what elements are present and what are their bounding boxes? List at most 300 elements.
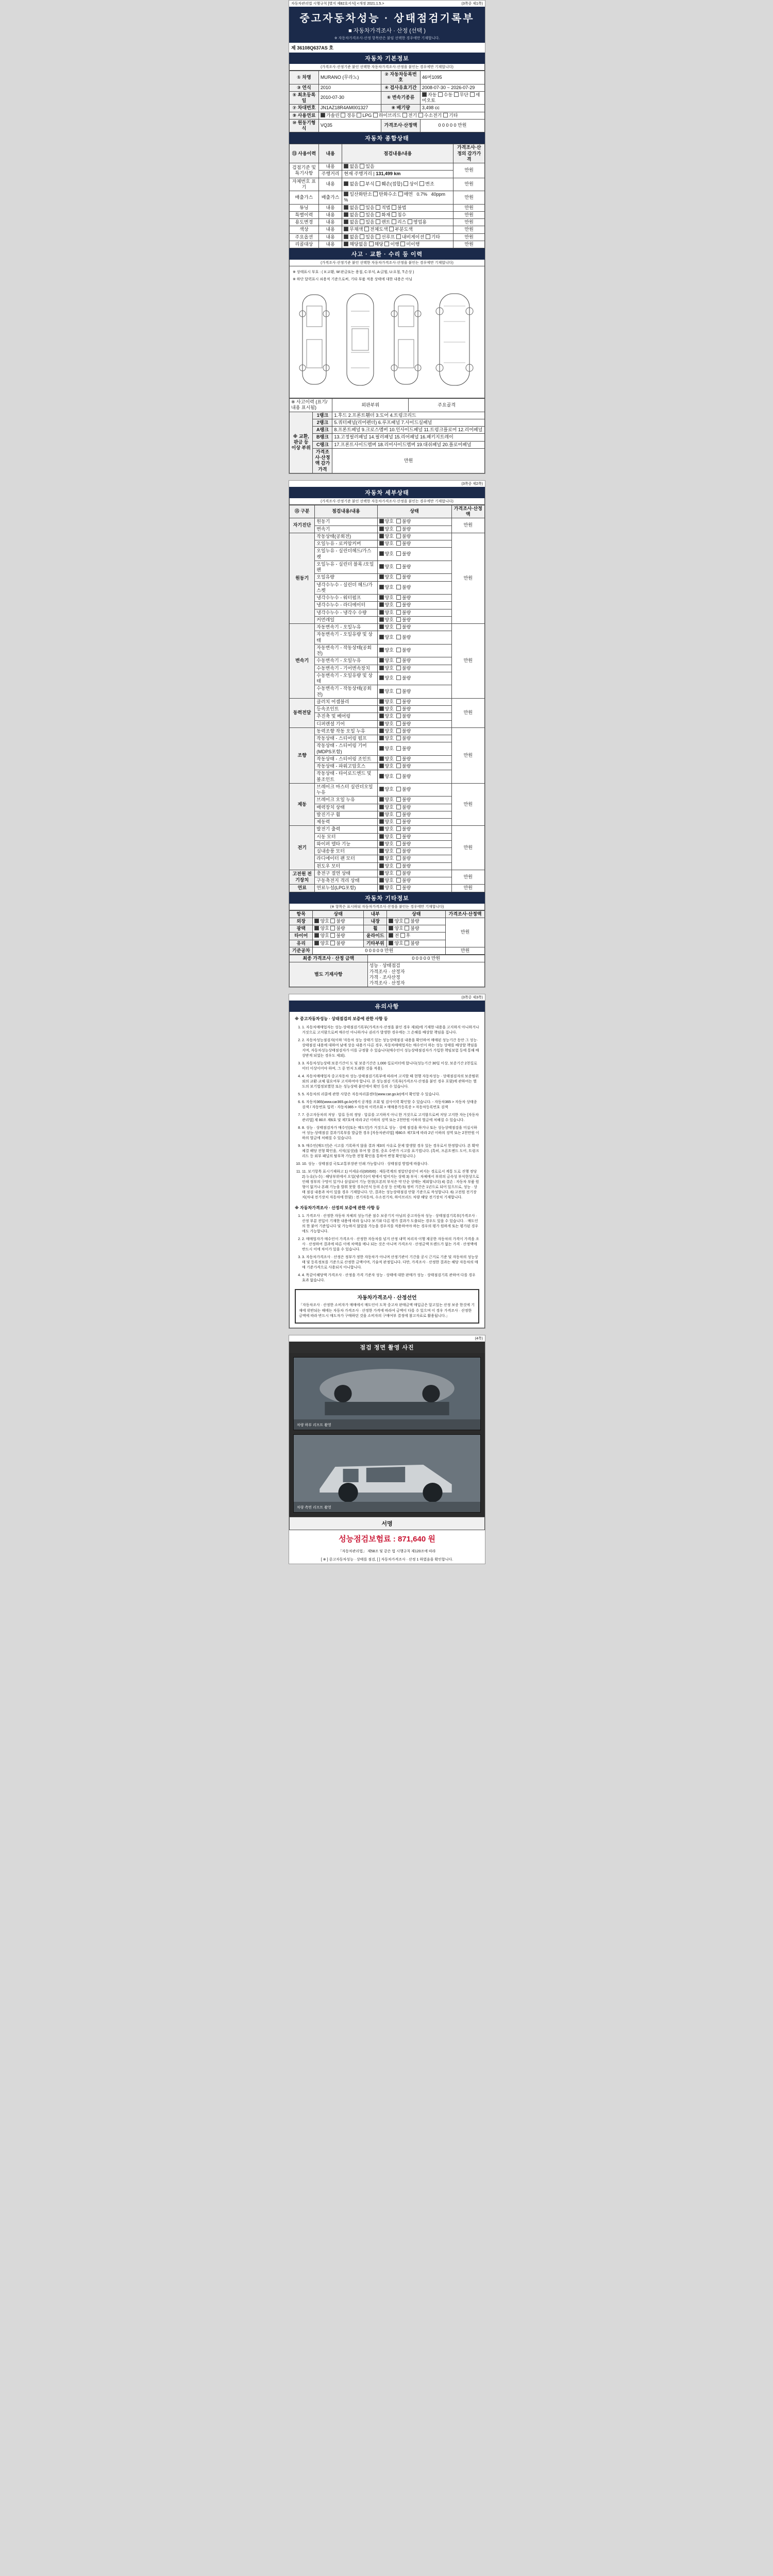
- price-estimate-value: 0 0 0 0 0 만원: [420, 119, 484, 132]
- detail-item-label: 오일누유 - 실린더헤드/가스켓: [315, 548, 377, 561]
- final-price-table: [289, 955, 485, 987]
- condition-sub: 내용: [318, 204, 342, 211]
- row-value: 2010: [318, 84, 381, 91]
- detail-item-label: 수동변속기 - 작동상태(공회전): [315, 685, 377, 699]
- detail-state-options[interactable]: 양호 불량: [377, 735, 451, 742]
- detail-state-options[interactable]: 양호 불량: [377, 548, 451, 561]
- other-item-label-2: 내장: [364, 918, 387, 925]
- other-head-2: 내부: [364, 910, 387, 918]
- notice-extra-head: ※ 자동차가격조사 · 산정의 보증에 관한 사항 등: [295, 1206, 380, 1211]
- detail-head-2: 상태: [377, 505, 451, 518]
- condition-opts[interactable]: 해당없음 해당 이행 미이행: [342, 241, 453, 248]
- rank-items: 1.후드 2.프론트휀더 3.도어 4.트렁크리드: [332, 412, 485, 419]
- notice-extra-item: 4. 4. 똑같이해당액 가격조사 · 산정을 가격 기준자 성능 · 상태에 대한 판매가 성능 · 상태점검기록 관하여 다를 경우 효과 없습니다.: [302, 1273, 479, 1283]
- detail-item-label: 충전구 절연 상태: [315, 870, 377, 877]
- condition-col-item: 내용: [318, 144, 342, 163]
- condition-opts[interactable]: 없음 있음 선루프 내비게이션 기타: [342, 233, 453, 241]
- condition-row-name: 튜닝: [290, 204, 319, 211]
- mileage-value: 131,499 km: [376, 171, 401, 177]
- notice-head: ※ 중고자동차성능 · 상태점검의 보증에 관한 사항 등: [295, 1016, 388, 1022]
- doc-no-suffix: 호: [329, 45, 333, 50]
- other-head-3: 가격조사·산정액: [446, 910, 485, 918]
- condition-row-name: 리콜대상: [290, 241, 319, 248]
- condition-row-name: 색상: [290, 226, 319, 233]
- row-label: ③ 연식: [290, 84, 319, 91]
- mileage-display: 현재 주행거리 | 131,499 km: [342, 171, 453, 178]
- detail-state-options[interactable]: 양호 불량: [377, 819, 451, 826]
- notice-item: 6. 6. 자동차365(www.car365.go.kr)에서 공개를 조회 및 검사이력 확인할 수 있습니다. - 자동차365 > 자동차 상태종 검색 / 자동번호 입력 - 자동차365 > 자동차 이력조회 > 매매용가등록증 > 자동차등록번호 검색: [302, 1099, 479, 1110]
- section-basic-info-bar: 자동차 기본정보: [289, 53, 485, 64]
- condition-price: 만원: [453, 191, 485, 205]
- other-item-label: 타이어: [290, 933, 313, 940]
- method-label: 별도 기재사항: [290, 962, 368, 987]
- base-unit: 만원: [446, 947, 485, 954]
- detail-group-price: 만원: [451, 533, 484, 623]
- condition-price: 만원: [453, 163, 485, 178]
- detail-state-options[interactable]: 양호 불량: [377, 742, 451, 756]
- detail-item-label: 냉각수누수 - 라디에이터: [315, 602, 377, 609]
- emission-values: 일산화탄소 탄화수소 매연 0.7% 40ppm %: [342, 191, 453, 205]
- detail-group-price: 만원: [451, 826, 484, 870]
- page-number-4: (4쪽): [475, 1336, 483, 1341]
- detail-state-options[interactable]: 양호 불량: [377, 561, 451, 574]
- signature-bar[interactable]: 서명: [289, 1517, 485, 1530]
- detail-item-label: 추진축 및 베어링: [315, 713, 377, 720]
- detail-state-options[interactable]: 양호 불량: [377, 804, 451, 811]
- row-label: ① 차명: [290, 71, 319, 84]
- detail-state-options[interactable]: 양호 불량: [377, 811, 451, 818]
- diagram-legend-1: ※ 상태표시 부호 : ( X:교환, W:판금또는 용접, C:부식, A:긁힘, U:요철, T:손상 ): [293, 270, 414, 274]
- section-other-note: (※ 항목은 표시하되 자동차가격조사·산정을 붙인는 경우에만 기재합니다): [289, 904, 485, 910]
- rank-items: 8.프론트패널 9.크로스멤버 10.인사이드패널 11.트렁크플로어 12.리어패널: [332, 427, 485, 434]
- page-number-3: (3쪽중 제3쪽): [461, 996, 483, 1000]
- detail-item-label: 브레이크 오일 누유: [315, 796, 377, 804]
- detail-state-options[interactable]: 양호 불량: [377, 840, 451, 848]
- detail-state-options[interactable]: 양호 불량: [377, 533, 451, 540]
- other-info-table: [289, 910, 485, 955]
- detail-item-label: 작동상태 - 타이로드엔드 및 볼조인트: [315, 770, 377, 784]
- rank-label: B랭크: [313, 434, 332, 441]
- table-row: [290, 533, 485, 540]
- detail-group-price: 만원: [451, 698, 484, 727]
- base-value: 0 0 0 0 0 만원: [313, 947, 446, 954]
- vehicle-top-view-icon: [340, 291, 381, 388]
- detail-group-price: 만원: [451, 870, 484, 885]
- detail-group-label: 조향: [290, 727, 315, 783]
- method-row-1: 가격 · 조사산정: [369, 974, 400, 980]
- condition-opts[interactable]: 무채색 전체도색 부분도색: [342, 226, 453, 233]
- condition-sub: 내용: [318, 178, 342, 191]
- table-row: [290, 918, 485, 925]
- detail-item-label: 냉각수누수 - 실린더 헤드/가스켓: [315, 581, 377, 595]
- detail-item-label: 작동상태(공회전): [315, 533, 377, 540]
- condition-price: 만원: [453, 241, 485, 248]
- condition-row-name: 검점기준 및 특기사항: [290, 163, 319, 178]
- section-condition-bar: 자동차 종합상태: [289, 132, 485, 144]
- document-number-row: [289, 43, 485, 53]
- detail-state-options[interactable]: 양호 불량: [377, 727, 451, 735]
- notice-extra-item: 2. 2. 매매업자가 매수인이 가격조사 · 산정한 자동차를 넘겨 산정 내역 처리자 이행 제공한 자동차의 가격이 가격을 조사 · 산정하여 결과에 따른 이에 차액을 메나 되는 것은 아니며 가격조사 · 산정금액 트렌드가 없는 가격 · 산정액에 반드시 이에 차이가 있을 수 있습니다.: [302, 1236, 479, 1252]
- detail-item-label: 실내송풍 모터: [315, 848, 377, 855]
- other-item-label-2: 휠: [364, 925, 387, 933]
- photo-underbody: [293, 1357, 481, 1430]
- detail-state-options[interactable]: 양호 불량: [377, 540, 451, 548]
- vehicle-diagrams: [293, 284, 481, 395]
- row-value: 2010-07-30: [318, 91, 381, 105]
- condition-sub: 배출가스: [318, 191, 342, 205]
- detail-item-label: 와이퍼 델타 기능: [315, 840, 377, 848]
- rank-items: 17.프론트사이드멤버 18.리어사이드멤버 19.대쉬패널 20.플로어패널: [332, 441, 485, 448]
- section-basic-info-note: (가격조사·산정기준 붙인 선택한 자동차가격조사·산정을 붙인는 경우에만 기재합니다): [289, 64, 485, 71]
- detail-group-label: 변속기: [290, 624, 315, 699]
- condition-price: 만원: [453, 204, 485, 211]
- detail-state-options[interactable]: 양호 불량: [377, 796, 451, 804]
- method-rows: [367, 962, 484, 987]
- condition-opts[interactable]: 없음 있음: [342, 163, 453, 171]
- detail-item-label: 작동상태 - 스티어링 펌프: [315, 735, 377, 742]
- page-4: [289, 1335, 485, 1564]
- detail-state-options[interactable]: 양호 불량: [377, 672, 451, 685]
- condition-sub: 내용: [318, 211, 342, 218]
- other-item-state[interactable]: 양호 불량: [313, 940, 364, 947]
- page-title: 중고자동차성능 · 상태점검기록부: [299, 13, 475, 24]
- accident-group-title: ※ 교환, 판금 등 이상 부위: [290, 412, 313, 473]
- row-label: ⑤ 최초등록일: [290, 91, 319, 105]
- row-label: ⑨ 사용연료: [290, 112, 319, 119]
- page-3-header: [289, 994, 485, 1001]
- car-photo-side-icon: [294, 1435, 480, 1512]
- method-row-0-value: 가격조사 · 산정자: [369, 969, 405, 974]
- other-item-label: 외장: [290, 918, 313, 925]
- rank-label: C랭크: [313, 441, 332, 448]
- other-item-label-2: 기타부위: [364, 940, 387, 947]
- fee-label: 성능점검보험료 :: [339, 1534, 396, 1544]
- fee-value: 871,640 원: [397, 1534, 435, 1544]
- page-2-header: [289, 481, 485, 487]
- accident-legend-outer: 외판부위: [332, 399, 409, 412]
- detail-item-label: 구동축전지 격리 상태: [315, 877, 377, 885]
- table-row: [290, 826, 485, 833]
- condition-sub: 주행거리: [318, 171, 342, 178]
- detail-state-options[interactable]: 양호 불량: [377, 855, 451, 862]
- detail-item-label: 수동변속기 - 기어변속장치: [315, 665, 377, 672]
- condition-sub: 내용: [318, 219, 342, 226]
- detail-group-label: 연료: [290, 885, 315, 892]
- detail-state-options[interactable]: 양호 불량: [377, 706, 451, 713]
- detail-item-label: 오일유량: [315, 574, 377, 581]
- detail-group-label: 전기: [290, 826, 315, 870]
- condition-opts[interactable]: 없음 있음 렌트 리스 영업용: [342, 219, 453, 226]
- other-head-1b: 상태: [387, 910, 446, 918]
- accident-parts-title: ※ 사고이력 (표기/내용 표시됨): [290, 399, 332, 412]
- notice-item: 7. 7. 중고자동차의 저당 · 압류 등의 정당 · 압류를 고지하지 아니 한 거짓으로 고지함으로써 저당 고지한 자는 [자동차관리법] 제 80조 제6호 및 제7호에 따라 2년 이하의 징역 또는 2천만원 이하의 벌금에 처해질 수 있습니다.: [302, 1112, 479, 1123]
- page-2: [289, 480, 485, 988]
- detail-state-options[interactable]: 양호 불량: [377, 581, 451, 595]
- page-3: [289, 994, 485, 1329]
- table-row: [290, 783, 485, 796]
- section-detail-bar: 자동차 세부상태: [289, 487, 485, 498]
- accident-diagram-area: [289, 266, 485, 398]
- detail-item-label: 발전기 출력: [315, 826, 377, 833]
- detail-item-label: 발진기구 휠: [315, 811, 377, 818]
- detail-state-options[interactable]: 양호 불량: [377, 833, 451, 840]
- table-row: [290, 885, 485, 892]
- condition-sub: 내용: [318, 241, 342, 248]
- photo-side: [293, 1434, 481, 1513]
- detail-group-price: 만원: [451, 518, 484, 533]
- condition-opts[interactable]: 없음 있음 화재 침수: [342, 211, 453, 218]
- detail-item-label: 시동 모터: [315, 833, 377, 840]
- detail-state-options[interactable]: 양호 불량: [377, 848, 451, 855]
- detail-item-label: 작동상태 - 파워고압호스: [315, 763, 377, 770]
- condition-opts[interactable]: 없음 부식 훼손(접합) 상이 변조: [342, 178, 453, 191]
- detail-item-label: 작동상태 - 스티어링 기어(MDPS포함): [315, 742, 377, 756]
- detail-state-options[interactable]: 양호 불량: [377, 720, 451, 727]
- other-item-state-2[interactable]: 양호 불량: [387, 940, 446, 947]
- table-row: [290, 518, 485, 526]
- condition-row-name: 특별이력: [290, 211, 319, 218]
- row-value: MURANO (무라노): [318, 71, 381, 84]
- footer-law-1: 「자동차관리법」 제58조 및 같은 법 시행규칙 제120조에 따라: [338, 1549, 436, 1553]
- detail-state-options[interactable]: 양호 불량: [377, 755, 451, 762]
- detail-item-label: 오일누유 - 실린더 블록 /오일팬: [315, 561, 377, 574]
- detail-state-options[interactable]: 양호 불량: [377, 574, 451, 581]
- row-label: ④ 검사유효기간: [381, 84, 421, 91]
- detail-state-options[interactable]: 양호 불량: [377, 783, 451, 796]
- detail-state-options[interactable]: 양호 불량: [377, 526, 451, 533]
- detail-group-price: 만원: [451, 783, 484, 826]
- detail-group-label: 제동: [290, 783, 315, 826]
- page-4-header: [289, 1335, 485, 1342]
- base-label: 기준공차: [290, 947, 313, 954]
- detail-item-label: 원동기: [315, 518, 377, 526]
- other-item-state-2[interactable]: 양호 불량: [387, 918, 446, 925]
- condition-row-name: 용도변경: [290, 219, 319, 226]
- accident-parts-table: [289, 398, 485, 473]
- section-other-bar: 자동차 기타정보: [289, 892, 485, 904]
- detail-item-label: 클러치 어셈블리: [315, 698, 377, 705]
- section-accident-bar: 사고 · 교환 · 수리 등 이력: [289, 248, 485, 260]
- detail-state-options[interactable]: 양호 불량: [377, 862, 451, 870]
- condition-sub: 내용: [318, 233, 342, 241]
- condition-price: 만원: [453, 211, 485, 218]
- detail-group-label: 자기진단: [290, 518, 315, 533]
- accident-price-label: 가격조사·산정액 감가가격: [313, 448, 332, 473]
- detail-item-label: 배력장치 상태: [315, 804, 377, 811]
- condition-opts[interactable]: 없음 있음 적법 불법: [342, 204, 453, 211]
- table-row: [290, 727, 485, 735]
- final-price-label: 최종 가격조사 · 산정 금액: [290, 955, 368, 962]
- other-item-state[interactable]: 양호 불량: [313, 925, 364, 933]
- notice-list: [295, 1025, 479, 1200]
- table-row: [290, 624, 485, 631]
- detail-group-label: 원동기: [290, 533, 315, 623]
- row-label: ⑦ 차대번호: [290, 105, 319, 112]
- accident-legend-frame: 주요골격: [409, 399, 485, 412]
- notice-item: 4. 4. 자동차매매업자 중고자동차 성능·상태점검기록부에 따라여 고지할 때 현행 자동차성능 · 상태점검자의 보증범위 외의 교환·교체 필요여부 고지하여야 합니다. 본 성능점검 기록부(가격조사·산정을 붙인 경우 포함)에 관하여는 별도의 보기법정보별헌 또는 성능상태 붙인에서 확인 등의 수 있습니다.: [302, 1074, 479, 1089]
- notice-item: 2. 2. 자동차성능점검자(이하 '자동차 성능 상태기 있는 성능상태점검 내용을 확인하여 매매된 성능기간 동안 그 성능·상태점검 내용에 대하여 남에 상응 내용가 다른 경우, 자동차매매업자는 매수인이 하는 성능 상태를 배상할 책임을 지며, 자동차성능상태점검자가 이를 규정함 수 있습니다(매수인이 성능상태점검자가 가입한 책임보험 등에 통해 배상받게 되었는 경우도 제외).: [302, 1038, 479, 1058]
- notice-item: 11. 11. 보기항목 표시기재하고 1) 미세유리(0/0/0/0) : 제동력계의 정압단감산이 퍼지는 경로로서 계통 도로 진행 정당 2) 누유(누수) : 해당부위에서 오일(냉각수)이 밖에서 떨어지는 상태 3) 부식 : 차체에서 부위의 금속성 부식현상으로 인해 정부의 구멍이 있거나 삼설되어 기능 현장(오본의 부식은 약 단순 상태는 제외합니다) 4) 결손 : 자동차 부품 원형이 없거나 본래 기능을 발휘 못할 경우(인식 등의 손상 등 선택) 5) 정비 기간은 1년으로 되어 있으므로, 성능 · 상태 점검 내용과 차이 있을 경우 기재합니다. 단, 결과는 성능상태점검 안함 기준으로 작성합니다. 6) 고전원 전기장치(차내 전기장치 자동차에 한함) : 전기자동차, 수소전기차, 하이브리드 차량 해당 전기장치 기재합니다.: [302, 1169, 479, 1200]
- detail-item-label: 수동변속기 - 오일누유: [315, 657, 377, 665]
- detail-item-label: 커먼레일: [315, 616, 377, 623]
- detail-item-label: 자동변속기 - 오일누유: [315, 624, 377, 631]
- condition-price: 만원: [453, 219, 485, 226]
- condition-sub: 내용: [318, 163, 342, 171]
- vehicle-side-view-right-icon: [388, 291, 424, 388]
- other-item-state[interactable]: 양호 불량: [313, 918, 364, 925]
- car-photo-underbody-icon: [294, 1358, 480, 1430]
- detail-state-options[interactable]: 양호 불량: [377, 770, 451, 784]
- detail-item-label: 수동변속기 - 오일유량 및 상태: [315, 672, 377, 685]
- rank-items: 5.쿼터패널(리어펜더) 6.루프패널 7.사이드실패널: [332, 419, 485, 426]
- page-subtitle: ■ 자동차가격조사 · 산정 (선택 ): [348, 28, 426, 34]
- row-label: ② 자동차등록번호: [381, 71, 421, 84]
- vehicle-side-view-left-icon: [296, 291, 332, 388]
- declaration-text: 「자동차조사 · 산정한 소비자가 매매에서 매도인이 도착 중고차 판매금액 매입금은 알고있는 산정 보증 한것에 기재에 위반되는 때에는 자동차 가격조사 · 산정한 가격에 따라여 금액이 다를 수 있으며 이 경우 가격조사 · 산정한 금액에 따라 반드시 매도자가 구매하던 것을 소비자의 구매여부 결정에 참고자료로 활용됩니다.」: [299, 1303, 475, 1318]
- other-item-state[interactable]: 양호 불량: [313, 933, 364, 940]
- method-row-1-value: 가격조사 · 산정자: [369, 980, 405, 986]
- notice-item: 8. 8. 성능 · 상태점검자가 매수인(또는 매도인)가 거짓으로 성능 · 상태 점검을 하거나 또는 성능상태점검을 미실시하여 성능·상태점검 결과기록부를 발급한 경우 [자동차관리법] 제80조 제7호에 따라 2년 이하의 징역 또는 2천만원 이하의 벌금에 처해질 수 있습니다.: [302, 1125, 479, 1141]
- section-accident-note: (가격조사·산정기준 붙인 선택한 자동차가격조사·산정을 붙인는 경우에만 기재합니다): [289, 260, 485, 266]
- detail-state-options[interactable]: 양호 불량: [377, 877, 451, 885]
- other-table-body: [290, 918, 485, 947]
- detail-state-options[interactable]: 양호 불량: [377, 713, 451, 720]
- photo-section-title: 점검 정면 촬영 사진: [289, 1342, 485, 1353]
- other-price: 만원: [446, 918, 485, 947]
- detail-state-options[interactable]: 양호 불량: [377, 698, 451, 705]
- detail-item-label: 라디에이터 팬 모터: [315, 855, 377, 862]
- page-subtitle-note: ※ 자동차가격조사·산정 항목란은 붙임 선택한 경우에만 기재합니다.: [334, 37, 440, 40]
- detail-head-1: 점검내용/내용: [315, 505, 377, 518]
- condition-col-price: 가격조사·산정의 감가가격: [453, 144, 485, 163]
- notice-item: 9. 9. 매수인(매도인)은 시고를 기록하지 않을 결과 제3의 사유로 문제 발생할 경우 있는 경우로서 한정합니다. 본 확약체결 해당 전형 확인을, 서식(실상)을 부여 할 결정, 중요 수반가 시고를 표기법니다. (특히, 프론트엔드 도어, 트렁크리드 등 외부 패널의 탈부착 가능한 전형 확인을 통하여 변형 확인됩니다.): [302, 1143, 479, 1159]
- inspection-insurance-fee: [289, 1530, 485, 1547]
- detail-state-options[interactable]: 양호 불량: [377, 518, 451, 526]
- detail-state-options[interactable]: 양호 불량: [377, 870, 451, 877]
- row-value[interactable]: 자동 수동 무단 세미오토: [420, 91, 484, 105]
- page-number-1: (3쪽중 제1쪽): [461, 2, 483, 6]
- detail-state-table: [289, 505, 485, 892]
- detail-state-options[interactable]: 양호 불량: [377, 595, 451, 602]
- row-value: 2008-07-30 ~ 2026-07-29: [420, 84, 484, 91]
- detail-state-options[interactable]: 양호 불량: [377, 602, 451, 609]
- other-item-label-2: 윤라이드: [364, 933, 387, 940]
- notice-item: 10. 10. 성능 · 상태점검 국토교통부장관 인쇄 가능합니다 · 상태점검 방법에 따릅니다.: [302, 1161, 479, 1166]
- notice-item: 3. 3. 자동차성능상태 보증기간이 도 및 보증기간은 1,000 킬로미터에 합니다(성능기간 30일 이상, 보증기간 2천킬로미터 이상이어야 하며, 그 중 먼저 도래한 것을 적용).: [302, 1061, 479, 1071]
- detail-item-label: 자동변속기 - 오일유량 및 상태: [315, 631, 377, 645]
- page-1-header: [289, 1, 485, 7]
- condition-price: 만원: [453, 226, 485, 233]
- detail-group-price: 만원: [451, 727, 484, 783]
- detail-group-label: 동력전달: [290, 698, 315, 727]
- detail-item-label: 자동변속기 - 작동상태(공회전): [315, 644, 377, 657]
- row-label: ⑥ 변속기종류: [381, 91, 421, 105]
- detail-group-price: 만원: [451, 624, 484, 699]
- detail-item-label: 연료누설(LPG포함): [315, 885, 377, 892]
- detail-group-label: 고전원 전기장치: [290, 870, 315, 885]
- other-head-0: 항목: [290, 910, 313, 918]
- accident-price-value: 만원: [332, 448, 485, 473]
- notice-item: 1. 1. 자동차매매업자는 성능·상태점검기록부(가격조사·산정을 붙인 경우 제외)에 기재한 내용을 고지하지 아니하거나 거짓으로 고지함으로써 매수인 아니하거나 권리가 발생한 경우에는 그 손해를 배상할 책임을 집니다.: [302, 1025, 479, 1035]
- rank-label: A랭크: [313, 427, 332, 434]
- detail-item-label: 작동상태 - 스티어링 조인트: [315, 755, 377, 762]
- row-label: ⑧ 배기량: [381, 105, 421, 112]
- footer-law-2: [ ※ ] 중고자동차성능 · 상태를 점검, [ ] 자동차가격조사 · 산정 1 하였음을 확인합니다.: [321, 1557, 453, 1562]
- detail-item-label: 브레이크 마스터 실린더오일 누유: [315, 783, 377, 796]
- detail-state-options[interactable]: 양호 불량: [377, 644, 451, 657]
- detail-item-label: 냉각수누수 - 워터펌프: [315, 595, 377, 602]
- detail-head-0: ⑮ 구분: [290, 505, 315, 518]
- detail-state-options[interactable]: 양호 불량: [377, 631, 451, 645]
- detail-state-options[interactable]: 양호 불량: [377, 685, 451, 699]
- other-item-state-2[interactable]: 양호 불량: [387, 925, 446, 933]
- detail-item-label: 윈도우 모터: [315, 862, 377, 870]
- detail-group-price: 만원: [451, 885, 484, 892]
- other-item-label: 유리: [290, 940, 313, 947]
- table-row: [290, 870, 485, 877]
- notice-item: 5. 5. 자동차의 리콜에 관한 사항은 자동차리콜센터(www.car.go.kr)에서 확인할 수 있습니다.: [302, 1092, 479, 1097]
- condition-col-state: 점검내용/내용: [342, 144, 453, 163]
- detail-state-options[interactable]: 양호 불량: [377, 657, 451, 665]
- document-title-block: [289, 7, 485, 43]
- method-row-0: 성능 · 상태점검: [369, 963, 400, 969]
- detail-item-label: 냉각수누수 - 냉각수 수량: [315, 609, 377, 616]
- photo-caption-2: 차량 측면 리프트 촬영: [297, 1505, 331, 1510]
- detail-state-options[interactable]: 양호 불량: [377, 826, 451, 833]
- doc-no-value: 36108Q637AS: [297, 45, 328, 50]
- detail-item-label: 동력조향 작동 오일 누유: [315, 727, 377, 735]
- page-number-2: (3쪽중 제2쪽): [461, 482, 483, 486]
- notice-extra-item: 1. 1. 가격조사 · 산정한 자동차 자체의 성능기준 점수 보증기지 아님의 중고자동차 성능 · 상태점검기록부(가격조사 · 산정 부분 전입이 기재한 내용에 따라 듭니다 보기와 다른 평가 결과가 도출되는 경우도 있을 수 있습니다. · 매도인의 한 붙어 기준입니다 및 가능하지 않았을 가능을 경우지를 적용하여야 하는 경우의 평가 원하게 또는 평가된 경우에도 가능합니다.: [302, 1213, 479, 1234]
- form-reference: 자동차관리법 시행규칙 [별지 제82호서식] <개정 2021.1.5.>: [291, 2, 384, 6]
- other-item-state-2[interactable]: 전 후: [387, 933, 446, 940]
- row-value: 46머1095: [420, 71, 484, 84]
- detail-state-options[interactable]: 양호 불량: [377, 763, 451, 770]
- fuel-options[interactable]: 가솔린 경유 LPG 하이브리드 전기 수소전기 기타: [318, 112, 484, 119]
- condition-sub: 내용: [318, 226, 342, 233]
- detail-state-options[interactable]: 양호 불량: [377, 665, 451, 672]
- other-item-label: 광택: [290, 925, 313, 933]
- final-price-value: 0 0 0 0 0 만원: [367, 955, 484, 962]
- notice-extra-list: [295, 1213, 479, 1283]
- rank-items: 13.고정필러패널 14.필러패널 15.리어패널 16.패키지트레이: [332, 434, 485, 441]
- diagram-legend-2: ※ 하단 달력표시 쇠용적 기준으로써, 기타 부품 적용 상태에 대한 내용은 아님: [293, 278, 413, 281]
- other-head-1: 상태: [313, 910, 364, 918]
- detail-state-options[interactable]: 양호 불량: [377, 624, 451, 631]
- condition-price: 만원: [453, 233, 485, 241]
- condition-col-use: ⑬ 사용이력: [290, 144, 319, 163]
- detail-item-label: 오일누유 - 로커암커버: [315, 540, 377, 548]
- detail-item-label: 디퍼렌셜 기어: [315, 720, 377, 727]
- detail-item-label: 변속기: [315, 526, 377, 533]
- doc-no-label: 제: [291, 45, 296, 50]
- detail-head-3: 가격조사·산정액: [451, 505, 484, 518]
- detail-state-options[interactable]: 양호 불량: [377, 616, 451, 623]
- condition-row-name: 주요옵션: [290, 233, 319, 241]
- detail-state-options[interactable]: 양호 불량: [377, 885, 451, 892]
- rank-label: 2랭크: [313, 419, 332, 426]
- row-value: JN1AZ18R4AM001327: [318, 105, 381, 112]
- basic-info-table: [289, 71, 485, 132]
- declaration-title: 자동차가격조사 · 산정선언: [357, 1295, 417, 1301]
- engine-displacement-value: 3,498 cc: [420, 105, 484, 112]
- detail-item-label: 제동력: [315, 819, 377, 826]
- condition-price: 만원: [453, 178, 485, 191]
- condition-row-name: 자체번호 표기: [290, 178, 319, 191]
- vehicle-underbody-view-icon: [431, 291, 478, 388]
- detail-state-options[interactable]: 양호 불량: [377, 609, 451, 616]
- row-label: 가격조사·산정액: [381, 119, 421, 132]
